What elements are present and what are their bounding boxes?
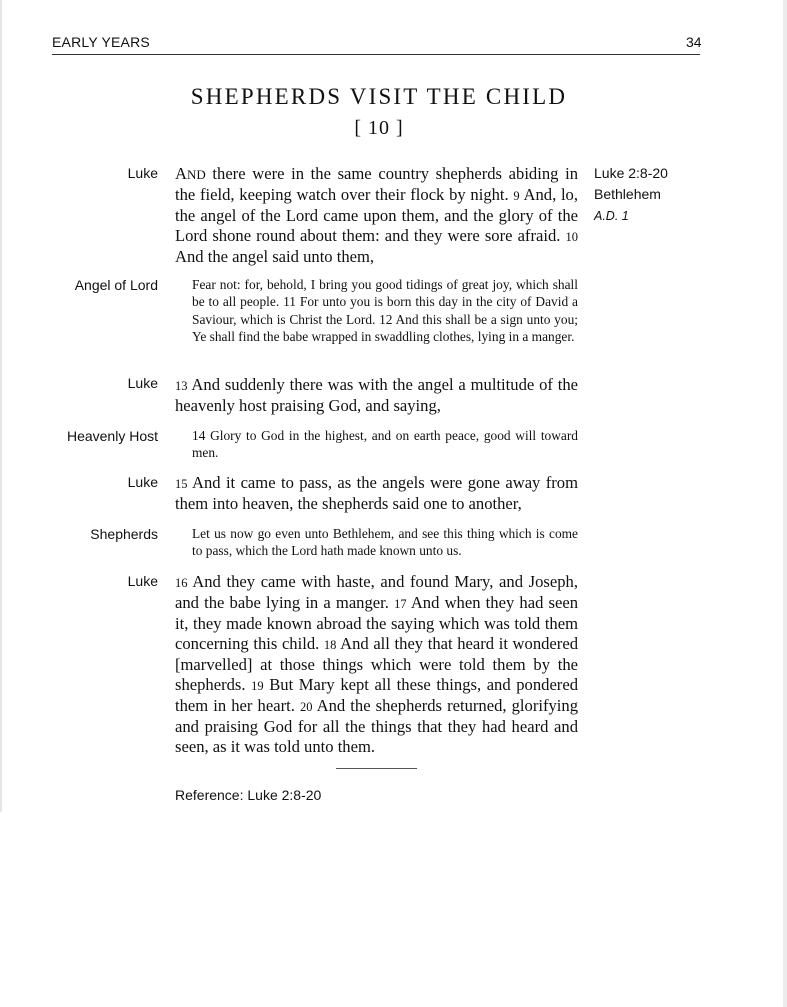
- header-rule: [52, 54, 700, 55]
- verse-number: 19: [251, 679, 264, 693]
- section-divider: [336, 768, 417, 769]
- narrative-paragraph: 16 And they came with haste, and found Mary, and Joseph, and the babe lying in a manger. 17 And when they had seen it, they made known abroad the saying which was told them concerning this child. 18 And all they that heard it wondered [marvelled] at those things which were told them by the shepherds. 19 But Mary kept all these things, and pondered them in her heart. 20 And the shepherds returned, glorifying and praising God for all the things that they had heard and seen, as it was told unto them.: [175, 572, 579, 756]
- verse-number: 16: [175, 576, 188, 590]
- speech-quote: Fear not: for, behold, I bring you good tidings of great joy, which shall be to all people. 11 For unto you is born this day in the city of David a Saviour, which is Christ the Lord. 12 And this shall be a sign unto you; Ye shall find the babe wrapped in swaddling clothes, lying in a manger.: [192, 277, 578, 344]
- verse-number: 15: [175, 477, 188, 491]
- speaker-label: Luke: [127, 474, 158, 490]
- running-header-section: EARLY YEARS: [52, 34, 150, 50]
- page-number: 34: [686, 34, 702, 50]
- verse-number: 13: [175, 379, 188, 393]
- narrative-paragraph: 13 And suddenly there was with the angel a multitude of the heavenly host praising God, and saying,: [175, 375, 578, 415]
- chapter-title: SHEPHERDS VISIT THE CHILD: [190, 84, 568, 109]
- margin-scripture-reference: Luke 2:8-20: [594, 165, 668, 181]
- section-number: [ 10 ]: [354, 117, 404, 139]
- narrative-paragraph: AND there were in the same country shepherds abiding in the field, keeping watch over their flock by night. 9 And, lo, the angel of the Lord came upon them, and the glory of the Lord shone round about them: and they were sore afraid. 10 And the angel said unto them,: [175, 164, 579, 266]
- speaker-label: Luke: [127, 165, 158, 181]
- verse-number: 10: [565, 230, 578, 244]
- speaker-label: Angel of Lord: [74, 277, 158, 293]
- narrative-paragraph: 15 And it came to pass, as the angels were gone away from them into heaven, the shepherds said one to another,: [175, 473, 578, 513]
- verse-number: 20: [299, 700, 313, 714]
- speaker-label: Heavenly Host: [66, 428, 158, 444]
- scroll-edge: [783, 0, 787, 1007]
- speech-quote: Let us now go even unto Bethlehem, and see this thing which is come to pass, which the Lord hath made known unto us.: [192, 526, 578, 559]
- speech-quote: 14 Glory to God in the highest, and on earth peace, good will toward men.: [192, 428, 578, 461]
- reference-line: Reference: Luke 2:8-20: [175, 787, 322, 803]
- speaker-label: Luke: [127, 573, 158, 589]
- verse-number: 17: [394, 597, 407, 611]
- verse-number: 18: [323, 638, 337, 652]
- page-edge: [0, 0, 2, 812]
- margin-place: Bethlehem: [594, 186, 661, 202]
- margin-era: A.D. 1: [594, 209, 629, 223]
- speaker-label: Shepherds: [90, 526, 158, 542]
- verse-number: 9: [513, 189, 520, 203]
- speaker-label: Luke: [127, 375, 158, 391]
